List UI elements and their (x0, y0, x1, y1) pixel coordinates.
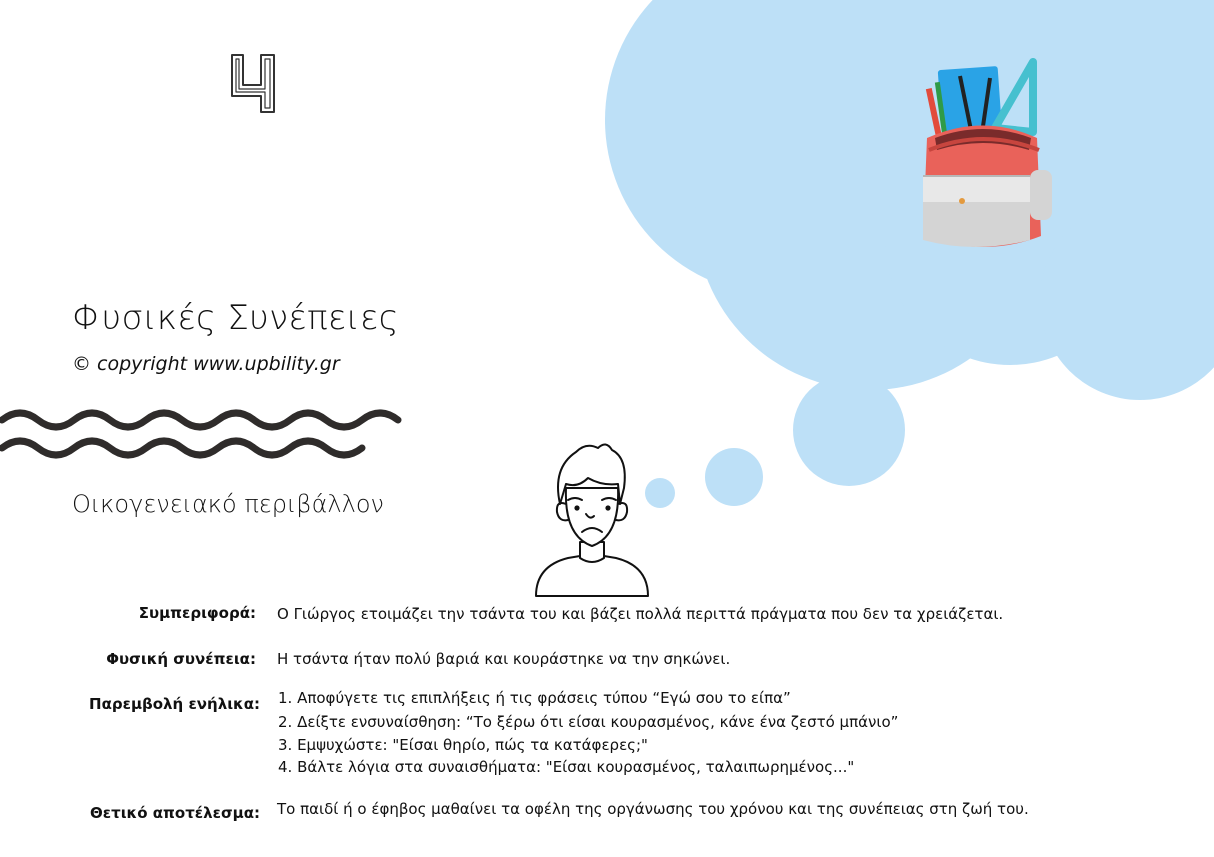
behavior-label: Συμπεριφορά: (138, 604, 256, 622)
thought-bubble-large (793, 374, 905, 486)
intervention-item-1: 1. Αποφύγετε τις επιπλήξεις ή τις φράσεις τύπου “Εγώ σου το είπα” (278, 689, 791, 707)
copyright-note: © copyright www.upbility.gr (72, 353, 340, 375)
consequence-text: Η τσάντα ήταν πολύ βαριά και κουράστηκε να την σηκώνει. (277, 650, 731, 668)
backpack-icon (905, 58, 1060, 256)
intervention-item-2: 2. Δείξτε ενσυναίσθηση: “Το ξέρω ότι είσαι κουρασμένος, κάνε ένα ζεστό μπάνιο” (278, 713, 899, 731)
intervention-item-4: 4. Βάλτε λόγια στα συναισθήματα: "Είσαι κουρασμένος, ταλαιπωρημένος..." (278, 758, 855, 776)
behavior-text: Ο Γιώργος ετοιμάζει την τσάντα του και βάζει πολλά περιττά πράγματα που δεν τα χρειάζεται. (277, 605, 1004, 623)
intervention-item-3: 3. Εμψυχώστε: "Είσαι θηρίο, πώς τα κατάφερες;" (278, 736, 648, 754)
intervention-label: Παρεμβολή ενήλικα: (89, 695, 260, 713)
sad-boy-icon (528, 438, 656, 598)
thought-bubble-medium (705, 448, 763, 506)
page-subtitle: Οικογενειακό περιβάλλον (72, 490, 384, 518)
wave-decoration (0, 404, 410, 460)
outcome-label: Θετικό αποτέλεσμα: (90, 804, 260, 822)
outcome-text: Το παιδί ή ο έφηβος μαθαίνει τα οφέλη της οργάνωσης του χρόνου και της συνέπειας στη ζωή του. (277, 800, 1029, 818)
consequence-label: Φυσική συνέπεια: (106, 650, 256, 668)
page-number-icon (225, 50, 287, 120)
page-title: Φυσικές Συνέπειες (72, 298, 399, 338)
